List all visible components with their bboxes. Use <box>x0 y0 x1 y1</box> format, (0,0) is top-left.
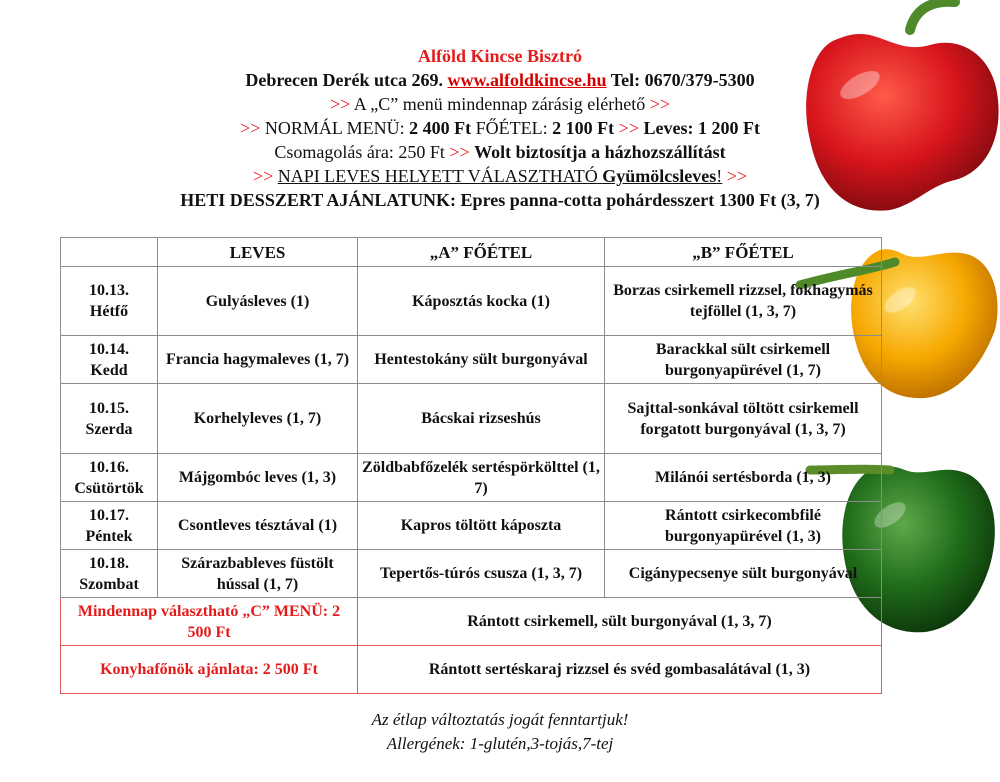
weekday: Hétfő <box>89 303 129 320</box>
header-day <box>61 238 158 267</box>
main-b-cell: Sajttal-sonkával töltött csirkemell forgatott burgonyával (1, 3, 7) <box>605 384 882 454</box>
main-b-cell: Borzas csirkemell rizzsel, fokhagymás tejföllel (1, 3, 7) <box>605 267 882 336</box>
arrow-icon: >> <box>329 94 351 114</box>
day-cell <box>61 384 158 454</box>
soup-cell: Szárazbableves füstölt hússal (1, 7) <box>158 550 358 598</box>
soup-cell: Gulyásleves (1) <box>158 267 358 336</box>
soup-cell: Korhelyleves (1, 7) <box>158 384 358 454</box>
main-a-cell: Kapros töltött káposzta <box>358 502 605 550</box>
date: 10.14. <box>89 340 129 358</box>
c-menu-row <box>61 598 882 646</box>
day-cell <box>61 454 158 502</box>
weekly-dessert: HETI DESSZERT AJÁNLATUNK: Epres panna-cotta pohárdesszert 1300 Ft (3, 7) <box>180 190 820 210</box>
date: 10.18. <box>89 554 129 572</box>
chef-offer-row <box>61 646 882 694</box>
main-a-cell: Bácskai rizseshús <box>358 384 605 454</box>
day-cell <box>61 336 158 384</box>
allergen-legend: Allergének: 1-glutén,3-tojás,7-tej <box>386 734 614 753</box>
arrow-icon: >> <box>252 166 274 186</box>
normal-menu-label: NORMÁL MENÜ: <box>264 118 405 138</box>
arrow-icon: >> <box>449 142 470 162</box>
date: 10.13. <box>89 282 129 299</box>
main-b-cell: Barackkal sült csirkemell burgonyapürével (1, 7) <box>605 336 882 384</box>
menu-footer <box>0 708 1000 756</box>
weekday: Péntek <box>85 527 133 545</box>
packaging-price: Csomagolás ára: 250 Ft <box>274 142 445 162</box>
website-link[interactable]: www.alfoldkincse.hu <box>447 70 607 90</box>
chef-offer-item: Rántott sertéskaraj rizzsel és svéd gombasalátával (1, 3) <box>358 646 882 694</box>
table-header-row <box>61 238 882 267</box>
weekday: Szerda <box>85 420 133 438</box>
table-row <box>61 454 882 502</box>
weekday: Szombat <box>79 575 139 593</box>
c-menu-label: Mindennap választható „C” MENÜ: 2 500 Ft <box>61 598 358 646</box>
soup-alt-item: Gyümölcsleves <box>602 166 717 186</box>
main-label: FŐÉTEL: <box>475 118 548 138</box>
date: 10.16. <box>89 458 129 476</box>
packaging-line <box>0 140 1000 164</box>
date: 10.15. <box>89 399 129 417</box>
table-row <box>61 550 882 598</box>
main-price: 2 100 Ft <box>552 118 615 138</box>
address: Debrecen Derék utca 269. <box>245 70 444 90</box>
main-b-cell: Cigánypecsenye sült burgonyával <box>605 550 882 598</box>
arrow-icon: >> <box>726 166 748 186</box>
c-menu-note: A „C” menü mindennap zárásig elérhető <box>353 94 646 114</box>
soup-alt-text: NAPI LEVES HELYETT VÁLASZTHATÓ <box>277 166 598 186</box>
table-row <box>61 384 882 454</box>
wolt-delivery: Wolt biztosítja a házhozszállítást <box>474 142 726 162</box>
soup-alternative-line <box>0 164 1000 188</box>
soup-cell: Francia hagymaleves (1, 7) <box>158 336 358 384</box>
date: 10.17. <box>89 506 129 524</box>
header-soup: LEVES <box>158 238 358 267</box>
contact-line <box>0 68 1000 92</box>
arrow-icon: >> <box>649 94 671 114</box>
soup-price: Leves: 1 200 Ft <box>643 118 760 138</box>
arrow-icon: >> <box>240 118 261 138</box>
restaurant-title: Alföld Kincse Bisztró <box>418 46 582 66</box>
table-row <box>61 502 882 550</box>
header-main-b: „B” FŐÉTEL <box>605 238 882 267</box>
day-cell <box>61 550 158 598</box>
c-menu-item: Rántott csirkemell, sült burgonyával (1, 3, 7) <box>358 598 882 646</box>
weekday: Csütörtök <box>74 479 144 497</box>
disclaimer: Az étlap változtatás jogát fenntartjuk! <box>371 710 629 729</box>
table-row <box>61 336 882 384</box>
chef-offer-label: Konyhafőnök ajánlata: 2 500 Ft <box>61 646 358 694</box>
main-b-cell: Milánói sertésborda (1, 3) <box>605 454 882 502</box>
normal-menu-price: 2 400 Ft <box>409 118 472 138</box>
soup-cell: Májgombóc leves (1, 3) <box>158 454 358 502</box>
phone: Tel: 0670/379-5300 <box>610 70 755 90</box>
main-a-cell: Káposztás kocka (1) <box>358 267 605 336</box>
main-a-cell: Hentestokány sült burgonyával <box>358 336 605 384</box>
day-cell <box>61 267 158 336</box>
menu-header <box>0 44 1000 212</box>
arrow-icon: >> <box>618 118 639 138</box>
main-a-cell: Tepertős-túrós csusza (1, 3, 7) <box>358 550 605 598</box>
table-row <box>61 267 882 336</box>
soup-cell: Csontleves tésztával (1) <box>158 502 358 550</box>
weekday: Kedd <box>90 361 128 379</box>
soup-alt-excl: ! <box>716 166 723 186</box>
c-menu-note-line <box>0 92 1000 116</box>
main-b-cell: Rántott csirkecombfilé burgonyapürével (1, 3) <box>605 502 882 550</box>
price-line <box>0 116 1000 140</box>
weekly-menu-table <box>60 237 882 694</box>
day-cell <box>61 502 158 550</box>
main-a-cell: Zöldbabfőzelék sertéspörkölttel (1, 7) <box>358 454 605 502</box>
header-main-a: „A” FŐÉTEL <box>358 238 605 267</box>
